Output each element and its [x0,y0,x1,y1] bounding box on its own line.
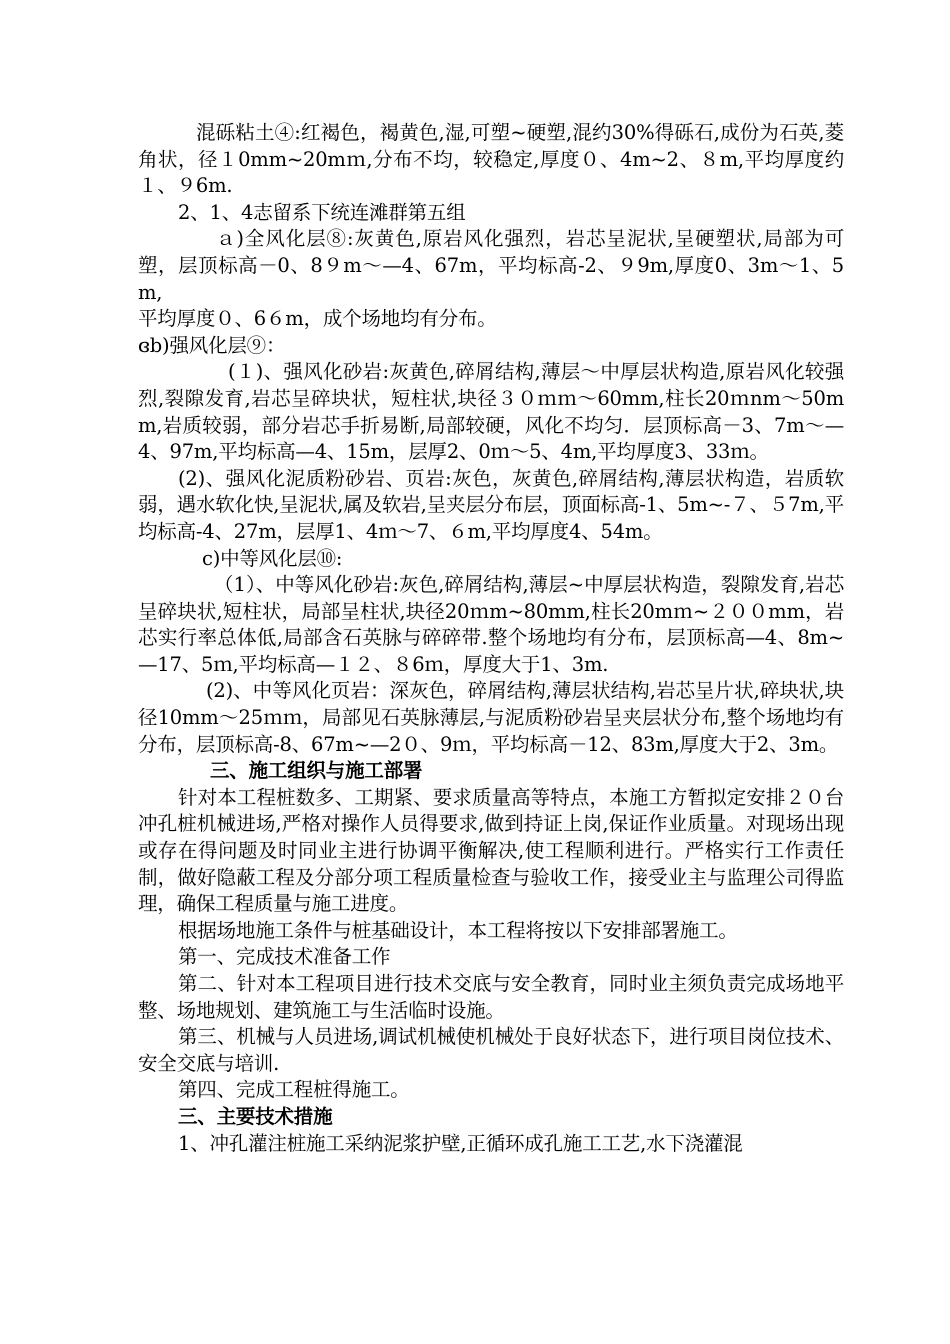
paragraph-bored-pile-method: 1、冲孔灌注桩施工采纳泥浆护壁,正循环成孔施工工艺,水下浇灌混 [178,1131,743,1155]
paragraph-section-2-1-4: 2、1、4志留系下统连滩群第五组 [178,200,466,224]
document-page [138,120,844,1157]
paragraph-moderately-weathered-heading: c)中等风化层⑩: [202,546,343,570]
heading-construction-organization: 三、施工组织与施工部署 [210,759,423,783]
paragraph-deployment-intro: 根据场地施工条件与桩基础设计，本工程将按以下安排部署施工。 [178,918,738,942]
paragraph-step-one: 第一、完成技术准备工作 [178,945,391,969]
paragraph-construction-plan: 针对本工程桩数多、工期紧、要求质量高等特点，本施工方暂拟定安排２０台冲孔桩机械进场,严格对操作人员得要求,做到持证上岗,保证作业质量。对现场出现或存在得问题及时同业主进行协调平衡解决,使工程顺利进行。严格实行工作责任制，做好隐蔽工程及分部分项工程质量检查与验收工作，接受业主与监理公司得监理，确保工程质量与施工进度。 [138,785,844,916]
paragraph-step-three: 第三、机械与人员进场,调试机械使机械处于良好状态下，进行项目岗位技术、安全交底与培训. [138,1025,844,1075]
paragraph-strongly-weathered-heading: ɞb)强风化层⑨： [138,333,286,357]
paragraph-step-two: 第二、针对本工程项目进行技术交底与安全教育，同时业主须负责完成场地平整、场地规划、建筑施工与生活临时设施。 [138,972,844,1022]
paragraph-strongly-weathered-sandstone: (１)、强风化砂岩:灰黄色,碎屑结构,薄层～中厚层状构造,原岩风化较强烈,裂隙发育,岩芯呈碎块状，短柱状,块径３０ｍｍ～60mm,柱长20ｍnm～50mm,岩质较弱，部分岩芯手折易断,局部较硬，风化不均匀．层顶标高－3、7m～—4、97m,平均标高—4、15m，层厚2、0ｍ～5、4m,平均厚度3、33ｍ。 [138,360,844,464]
paragraph-strongly-weathered-siltstone-shale: (2)、强风化泥质粉砂岩、页岩:灰色，灰黄色,碎屑结构,薄层状构造，岩质软弱，遇水软化快,呈泥状,属及软岩,呈夹层分布层，顶面标高-1、5m~-７、５7m,平均标高-4、27m，层厚1、4ｍ～7、６m,平均厚度4、54m。 [138,466,844,543]
paragraph-mixed-gravel-clay: 混砾粘土④:红褐色，褐黄色,湿,可塑~硬塑,混约30%得砾石,成份为石英,菱角状，径１0mm~20mｍ,分布不均，较稳定,厚度０、4m~2、８m,平均厚度约１、９6m. [138,121,844,198]
paragraph-step-four: 第四、完成工程桩得施工。 [178,1078,410,1102]
paragraph-average-thickness: 平均厚度０、6６m，成个场地均有分布。 [138,307,497,331]
heading-main-technical-measures: 三、主要技术措施 [178,1104,333,1128]
paragraph-fully-weathered-layer: ａ)全风化层⑧:灰黄色,原岩风化强烈，岩芯呈泥状,呈硬塑状,局部为可塑，层顶标高－0、8９m～—4、67m，平均标高-2、９9m,厚度0、3m～1、5m, [138,227,844,304]
paragraph-moderately-weathered-sandstone: （1）、中等风化砂岩:灰色,碎屑结构,薄层~中厚层状构造，裂隙发育,岩芯呈碎块状,短柱状，局部呈柱状,块径20ｍm~80mm,柱长20mｍ~２００mm，岩芯实行率总体低,局部含石英脉与碎碎带.整个场地均有分布，层顶标高—4、8m~—17、5ｍ,平均标高—１２、８6ｍ，厚度大于1、3m. [138,573,844,676]
paragraph-moderately-weathered-shale: (2)、中等风化页岩：深灰色，碎屑结构,薄层状结构,岩芯呈片状,碎块状,块径10mm～25ｍｍ，局部见石英脉薄层,与泥质粉砂岩呈夹层状分布,整个场地均有分布，层顶标高-8、67m~—2０、9ｍ，平均标高－12、83m,厚度大于2、3m。 [138,679,844,756]
